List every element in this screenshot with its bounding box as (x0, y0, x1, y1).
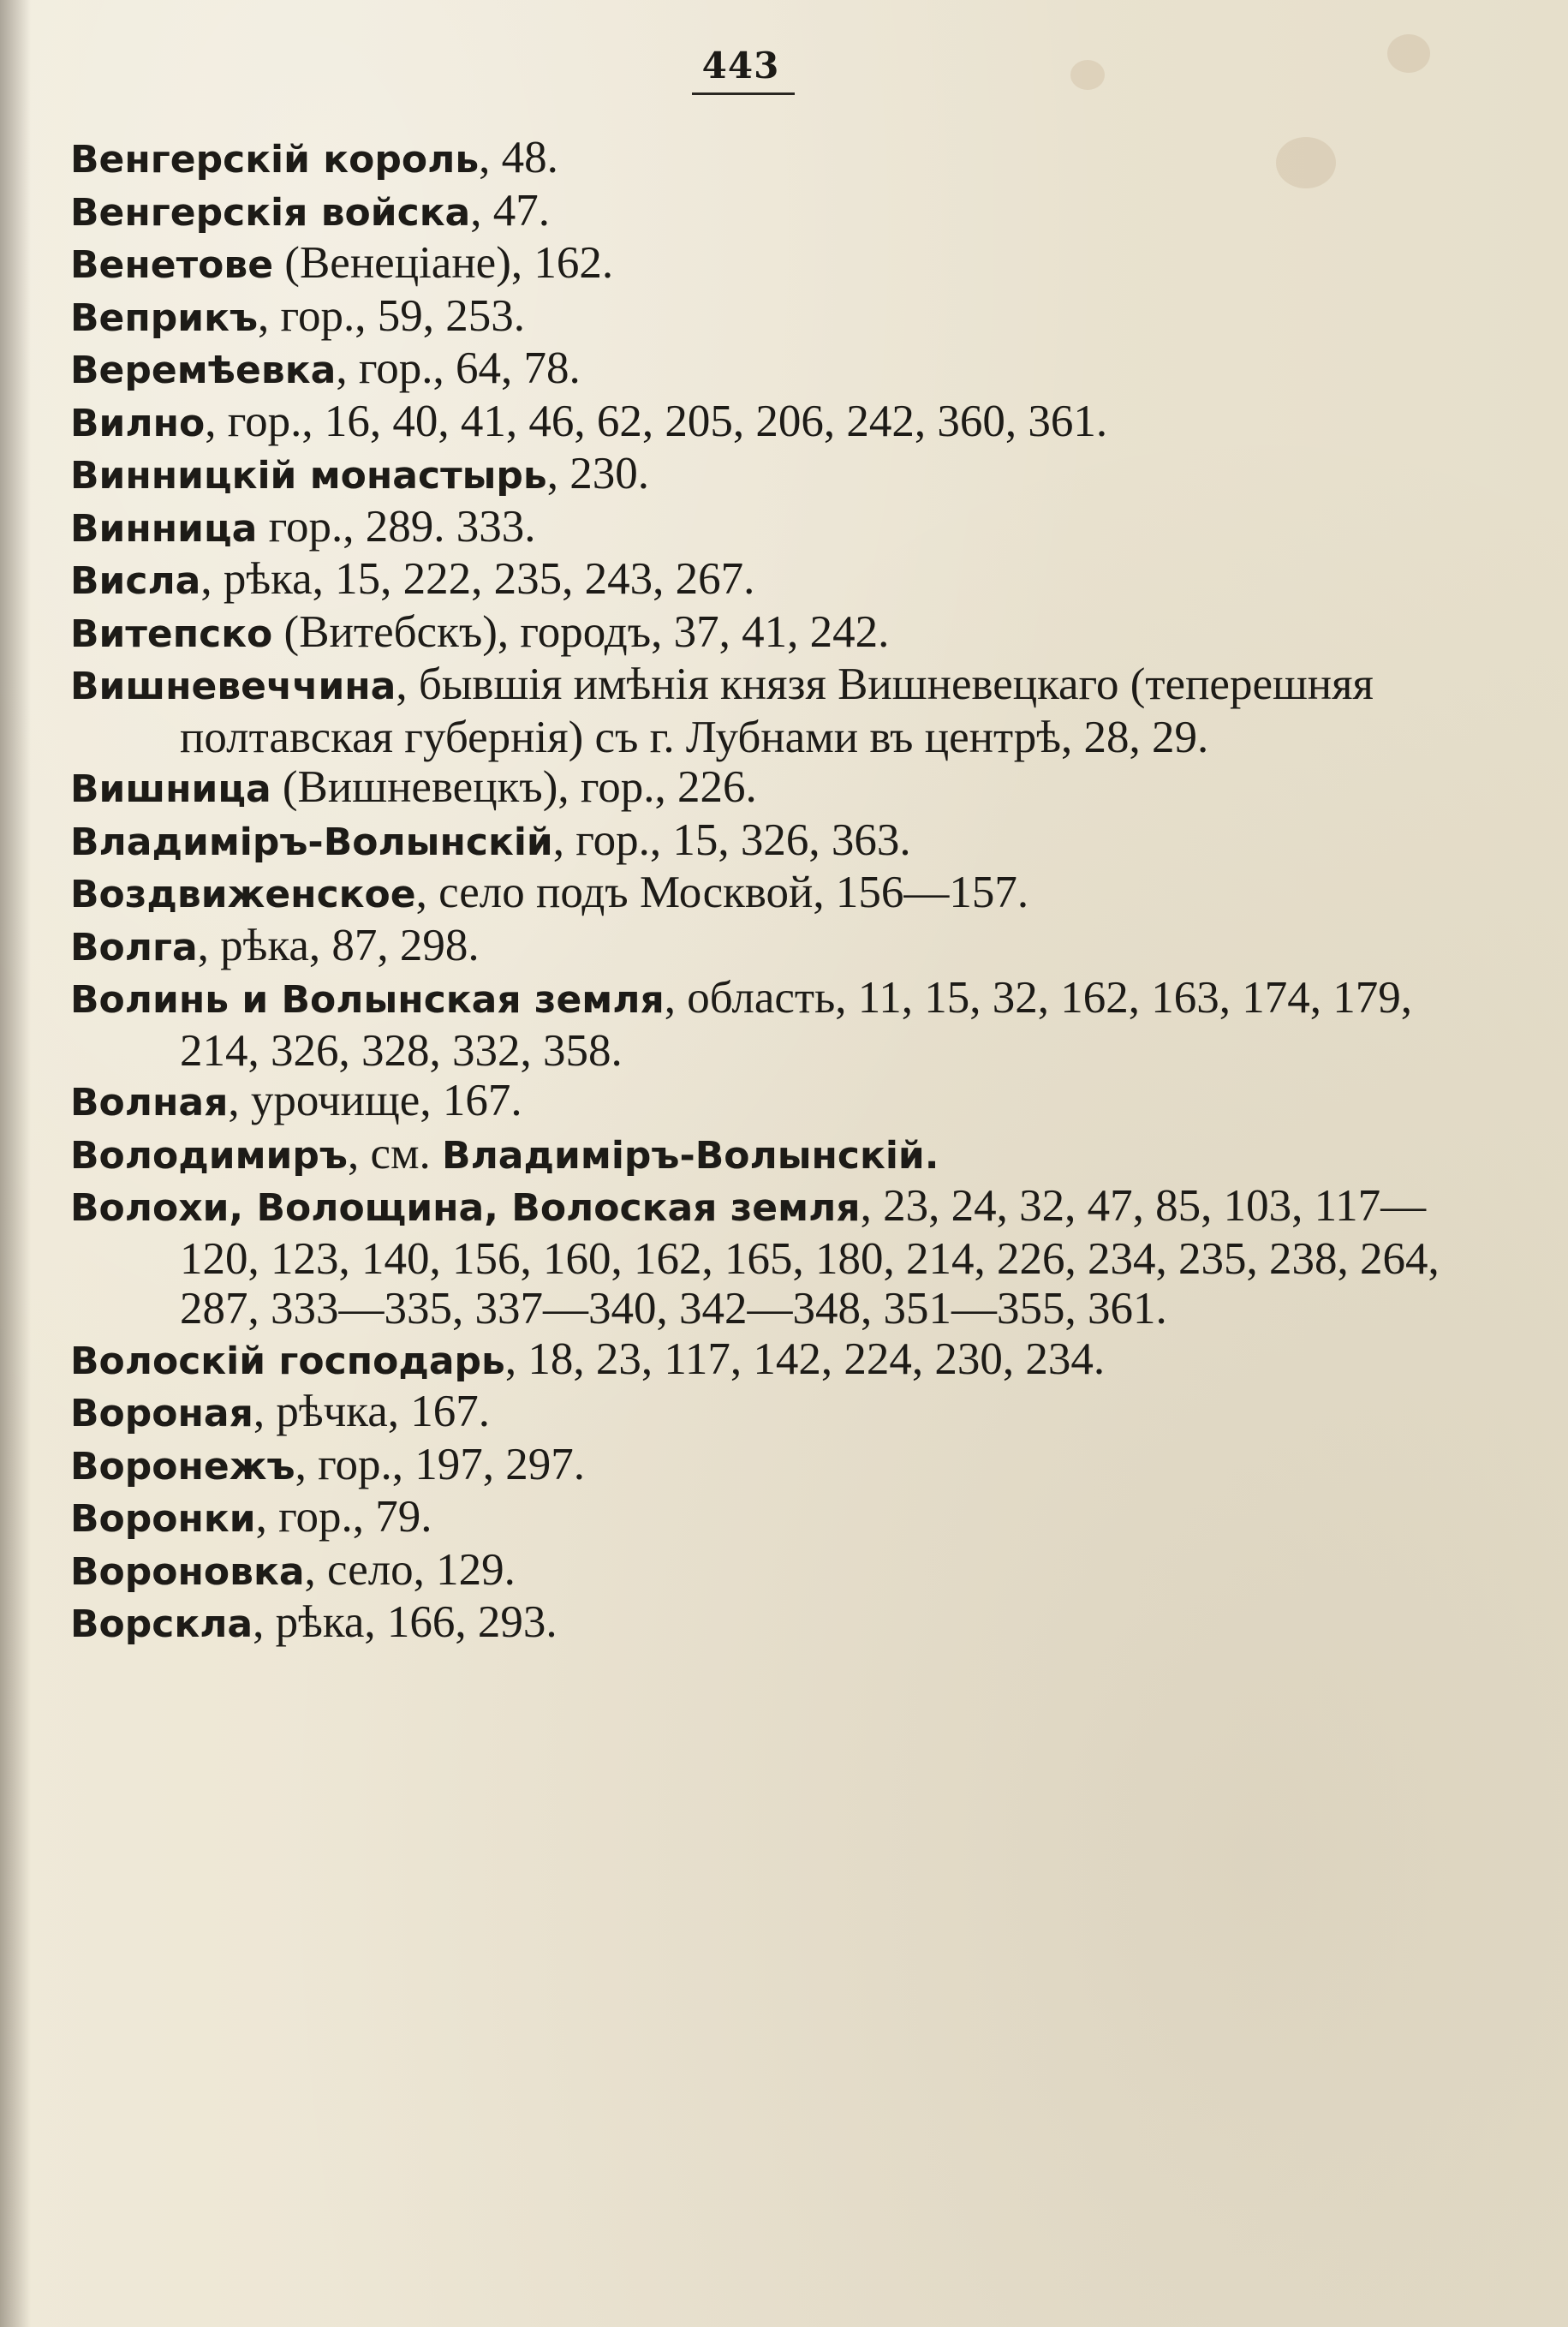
entry-heading: Волная (70, 1081, 229, 1125)
entry-heading: Вороновка (70, 1549, 305, 1594)
index-entry (70, 238, 1475, 291)
entry-heading: Владиміръ-Волынскій (70, 820, 553, 864)
entry-heading: Венетове (70, 243, 274, 287)
index-entry (70, 921, 1475, 974)
index-entry (70, 973, 1475, 1076)
index-entry (70, 1597, 1475, 1650)
entry-references: , гор., 197, 297. (295, 1439, 586, 1489)
index-entry (70, 554, 1475, 607)
index-entry (70, 1181, 1475, 1334)
entry-references: , рѣчка, 167. (253, 1387, 490, 1436)
paper-stain (1070, 60, 1105, 90)
entry-references: , 230. (546, 449, 649, 498)
entry-references: , гор., 64, 78. (336, 343, 581, 393)
index-entry (70, 397, 1475, 450)
index-entry (70, 868, 1475, 921)
index-entry (70, 1129, 1475, 1182)
entry-references: , село, 129. (304, 1544, 516, 1595)
entry-heading: Вороная (70, 1392, 253, 1435)
entry-heading: Воронки (70, 1497, 256, 1541)
entry-heading: Винница (70, 506, 258, 551)
entry-heading: Ворскла (70, 1602, 253, 1646)
entry-references: , 23, 24, 32, 47, 85, 103, 117—120, 123, 140, 156, 160, 162, 165, 180, 214, 226, 234, 235, 238, 264, 287, 333—335, 337—340, 342—348, 351—355, 361. (180, 1181, 1440, 1334)
entry-references: , 18, 23, 117, 142, 224, 230, 234. (504, 1334, 1106, 1384)
entry-heading: Волга (70, 925, 198, 970)
index-entry (70, 1387, 1475, 1440)
entry-references: , урочище, 167. (228, 1076, 522, 1125)
entry-heading: Венгерскій король (70, 138, 480, 182)
entry-heading: Венгерскія войска (70, 190, 471, 235)
index-entry (70, 343, 1475, 397)
entry-heading: Володимиръ (70, 1133, 348, 1178)
index-entry (70, 502, 1475, 555)
entry-references: , 48. (479, 133, 558, 182)
index-entry (70, 291, 1475, 344)
index-entry (70, 1545, 1475, 1598)
entry-references: гор., 289. 333. (257, 501, 536, 552)
entry-references: , рѣка, 166, 293. (253, 1597, 557, 1647)
entry-references: (Витебскъ), городъ, 37, 41, 242. (272, 606, 890, 657)
index-entry (70, 1334, 1475, 1387)
index-entry (70, 133, 1475, 186)
entry-references: , гор., 59, 253. (258, 290, 525, 341)
entry-heading: Воронежъ (70, 1444, 295, 1489)
entry-references: , область, 11, 15, 32, 162, 163, 174, 179, 214, 326, 328, 332, 358. (180, 973, 1413, 1076)
index-entry (70, 1440, 1475, 1493)
page-number: 443 (701, 45, 780, 87)
index-entry (70, 659, 1475, 762)
entry-heading: Веремѣевка (70, 349, 337, 392)
paper-stain (1387, 34, 1430, 73)
entry-references: , 47. (470, 185, 550, 236)
entry-heading: Волохи, Волощина, Волоская земля (70, 1186, 861, 1230)
entry-heading: Вишница (70, 767, 271, 811)
entry-references: , село подъ Москвой, 156—157. (415, 868, 1029, 917)
entry-cross-reference: Владиміръ-Волынскій. (442, 1133, 939, 1178)
entry-heading: Волинь и Волынская земля (70, 978, 665, 1022)
entry-heading: Веприкъ (70, 295, 259, 340)
entry-heading: Висла (70, 559, 201, 603)
entry-references: , гор., 79. (255, 1492, 432, 1542)
index-entry (70, 186, 1475, 239)
entry-references: , рѣка, 87, 298. (197, 920, 480, 970)
entry-heading: Вишневеччина (70, 665, 396, 708)
page-number-underline (692, 92, 795, 95)
index-list (70, 133, 1475, 1650)
entry-references: , гор., 15, 326, 363. (552, 814, 911, 865)
entry-heading: Витепско (70, 612, 273, 656)
entry-references: , см. (347, 1128, 443, 1178)
index-entry (70, 762, 1475, 815)
entry-references: , рѣка, 15, 222, 235, 243, 267. (200, 554, 755, 604)
page-gutter-shadow (0, 0, 31, 2327)
entry-heading: Воздвиженское (70, 873, 416, 916)
entry-heading: Вилно (70, 401, 206, 445)
index-entry (70, 607, 1475, 660)
index-entry (70, 815, 1475, 868)
entry-references: , бывшія имѣнія князя Вишневецкаго (теперешняя полтавская губернія) съ г. Лубнами въ центрѣ, 28, 29. (180, 659, 1374, 762)
entry-heading: Волоскій господарь (70, 1339, 505, 1383)
index-entry (70, 1076, 1475, 1129)
entry-heading: Винницкій монастырь (70, 454, 547, 498)
index-entry (70, 1492, 1475, 1545)
entry-references: (Венеціане), 162. (273, 238, 614, 288)
entry-references: (Вишневецкъ), гор., 226. (271, 762, 757, 812)
index-entry (70, 449, 1475, 502)
entry-references: , гор., 16, 40, 41, 46, 62, 205, 206, 242, 360, 361. (205, 396, 1108, 446)
